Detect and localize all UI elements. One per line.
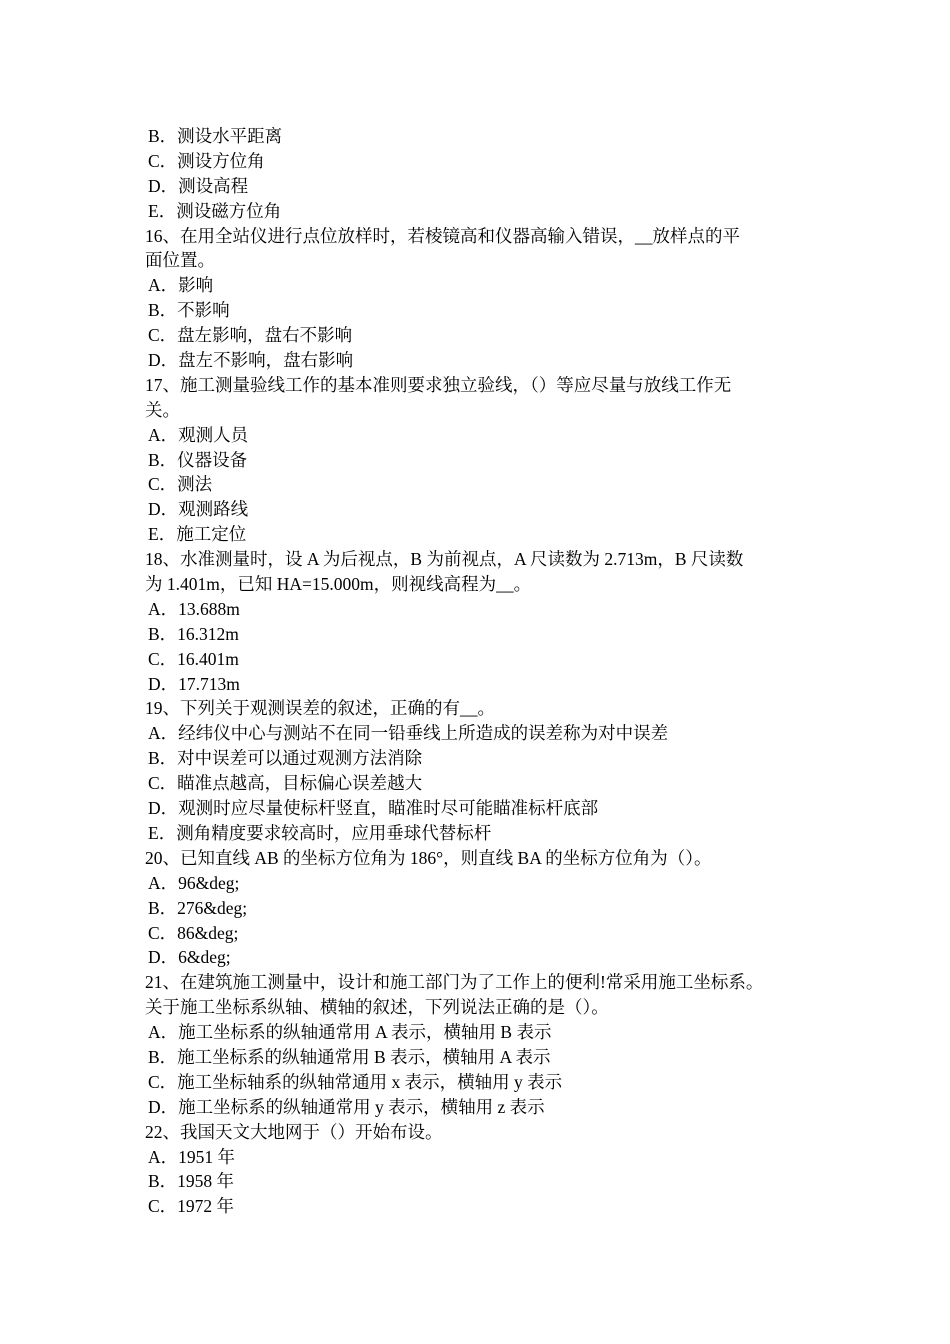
answer-option: D．17.713m — [148, 673, 240, 694]
answer-option: D．施工坐标系的纵轴通常用 y 表示，横轴用 z 表示 — [148, 1096, 545, 1117]
question-text: 16、在用全站仪进行点位放样时，若棱镜高和仪器高输入错误，__放样点的平 — [145, 225, 740, 246]
answer-option: E．测设磁方位角 — [148, 200, 282, 221]
answer-option: D．观测路线 — [148, 499, 249, 520]
answer-option: C．86&deg; — [148, 922, 239, 943]
question-text: 19、下列关于观测误差的叙述，正确的有__。 — [145, 698, 495, 719]
question-text: 为 1.401m，已知 HA=15.000m，则视线高程为__。 — [145, 574, 532, 595]
answer-option: D．测设高程 — [148, 175, 249, 196]
answer-option: D．6&deg; — [148, 947, 231, 968]
question-text: 面位置。 — [145, 250, 215, 271]
answer-option: C．盘左影响，盘右不影响 — [148, 325, 353, 346]
answer-option: A．96&deg; — [148, 872, 240, 893]
answer-option: D．盘左不影响，盘右影响 — [148, 350, 354, 371]
answer-option: B．施工坐标系的纵轴通常用 B 表示，横轴用 A 表示 — [148, 1046, 551, 1067]
answer-option: B．对中误差可以通过观测方法消除 — [148, 748, 423, 769]
answer-option: C．1972 年 — [148, 1196, 235, 1217]
question-text: 20、已知直线 AB 的坐标方位角为 186°，则直线 BA 的坐标方位角为（）。 — [145, 847, 712, 868]
answer-option: E．施工定位 — [148, 524, 247, 545]
answer-option: A．影响 — [148, 275, 214, 296]
answer-option: B．测设水平距离 — [148, 126, 283, 146]
question-text: 关于施工坐标系纵轴、横轴的叙述，下列说法正确的是（）。 — [145, 997, 609, 1018]
answer-option: B．仪器设备 — [148, 449, 248, 470]
document-page — [145, 124, 835, 1219]
answer-option: A．施工坐标系的纵轴通常用 A 表示，横轴用 B 表示 — [148, 1022, 552, 1043]
question-text: 17、施工测量验线工作的基本准则要求独立验线，（）等应尽量与放线工作无 — [145, 374, 732, 395]
answer-option: C．施工坐标轴系的纵轴常通用 x 表示，横轴用 y 表示 — [148, 1071, 563, 1092]
answer-option: B．16.312m — [148, 623, 239, 644]
answer-option: B．1958 年 — [148, 1171, 235, 1192]
question-text: 22、我国天文大地网于（）开始布设。 — [145, 1121, 443, 1142]
question-text: 18、水准测量时，设 A 为后视点，B 为前视点，A 尺读数为 2.713m，B 尺读数 — [145, 549, 744, 570]
answer-option: A．观测人员 — [148, 424, 249, 445]
answer-option: B．不影响 — [148, 300, 230, 321]
answer-option: C．测法 — [148, 474, 213, 495]
question-text: 关。 — [145, 399, 180, 420]
answer-option: C．16.401m — [148, 648, 239, 669]
answer-option: D．观测时应尽量使标杆竖直，瞄准时尽可能瞄准标杆底部 — [148, 798, 599, 819]
question-text: 21、在建筑施工测量中，设计和施工部门为了工作上的便利!常采用施工坐标系。 — [145, 972, 764, 993]
answer-option: C．瞄准点越高，目标偏心误差越大 — [148, 773, 423, 794]
answer-option: A．经纬仪中心与测站不在同一铅垂线上所造成的误差称为对中误差 — [148, 723, 669, 744]
answer-option: E．测角精度要求较高时，应用垂球代替标杆 — [148, 822, 492, 843]
answer-option: C．测设方位角 — [148, 150, 265, 171]
answer-option: A．13.688m — [148, 598, 240, 619]
answer-option: A．1951 年 — [148, 1146, 236, 1167]
answer-option: B．276&deg; — [148, 897, 248, 918]
